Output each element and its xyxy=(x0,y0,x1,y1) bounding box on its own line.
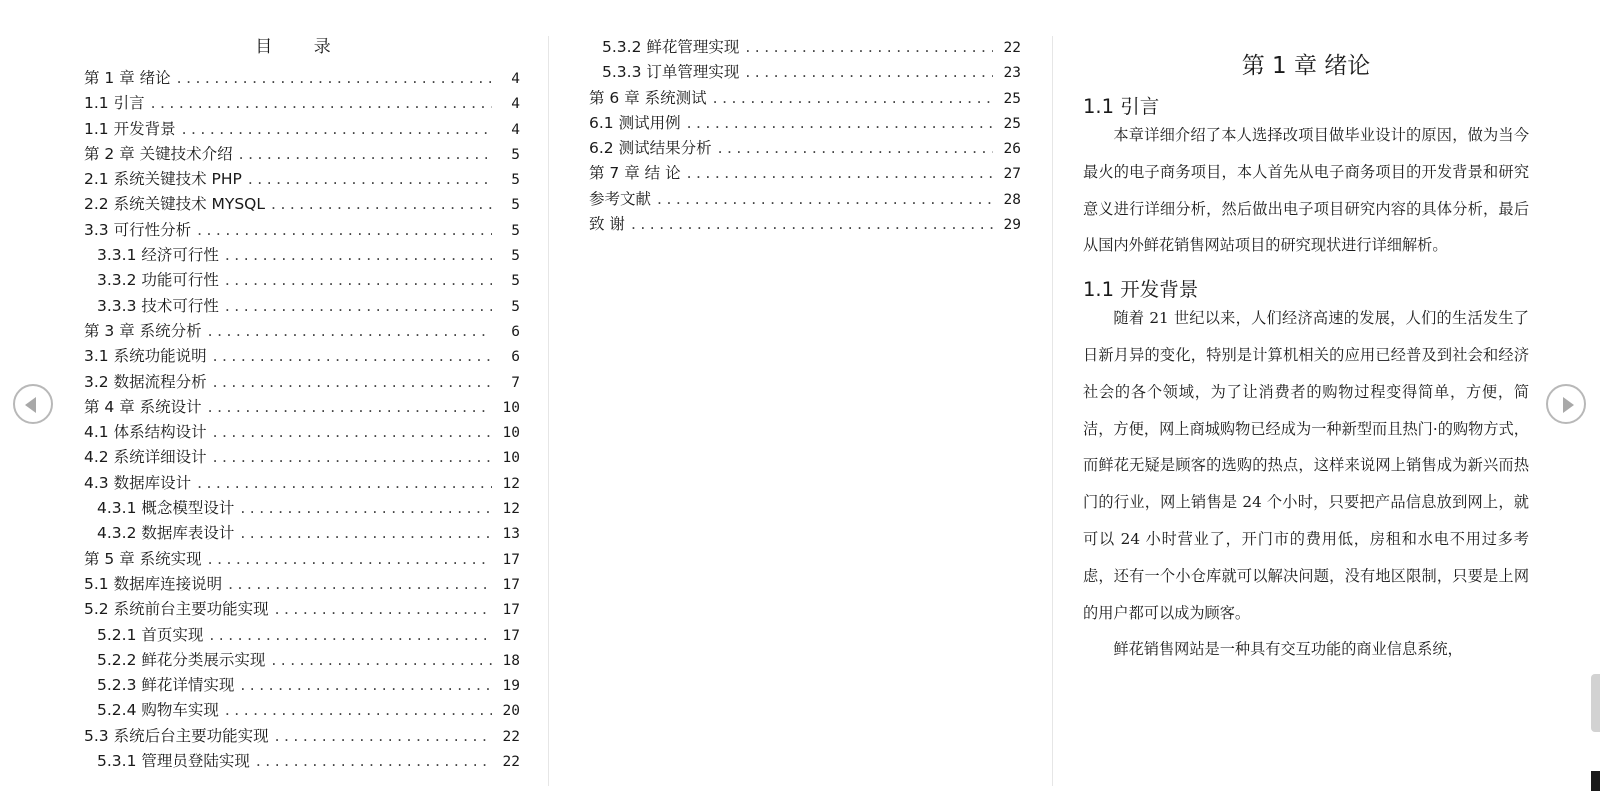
toc-entry-title: 3.3.2 功能可行性 xyxy=(97,271,219,290)
section-paragraph: 本章详细介绍了本人选择改项目做毕业设计的原因，做为当今最火的电子商务项目，本人首先从电子商务项目的开发背景和研究意义进行详细分析，然后做出电子项目研究内容的具体分析，最后从国内外鲜花销售网站项目的研究现状进行详细解析。 xyxy=(1083,126,1529,255)
toc-page-number: 27 xyxy=(1003,166,1021,183)
toc-entry[interactable] xyxy=(589,136,1021,161)
toc-page-number: 17 xyxy=(502,627,520,644)
toc-dot-leader xyxy=(657,187,993,212)
toc-page-number: 12 xyxy=(502,475,520,492)
toc-page-number: 17 xyxy=(502,576,520,593)
toc-entry[interactable] xyxy=(84,471,520,496)
toc-entry[interactable] xyxy=(84,344,520,369)
toc-entry-title: 第 2 章 关键技术介绍 xyxy=(84,144,233,163)
toc-page-number: 6 xyxy=(511,323,520,340)
toc-entry-title: 2.2 系统关键技术 MYSQL xyxy=(84,195,266,214)
toc-entry-title: 5.3.3 订单管理实现 xyxy=(602,63,740,82)
toc-page-number: 23 xyxy=(1003,65,1021,82)
toc-page-number: 25 xyxy=(1003,90,1021,107)
toc-entry-title: 第 5 章 系统实现 xyxy=(84,549,202,568)
toc-entry[interactable] xyxy=(84,648,520,673)
toc-page-number: 19 xyxy=(502,678,520,695)
toc-page-number: 12 xyxy=(502,501,520,518)
toc-entry[interactable] xyxy=(84,724,520,749)
toc-dot-leader xyxy=(275,724,492,749)
toc-entry[interactable] xyxy=(84,445,520,470)
toc-list xyxy=(589,35,1021,237)
toc-entry[interactable] xyxy=(589,86,1021,111)
toc-page-number: 4 xyxy=(511,71,520,87)
toc-list xyxy=(84,66,520,774)
toc-entry[interactable] xyxy=(84,496,520,521)
toc-entry-title: 4.3 数据库设计 xyxy=(84,473,192,492)
scroll-handle[interactable] xyxy=(1591,674,1600,732)
toc-page-number: 18 xyxy=(502,652,520,669)
toc-page-number: 20 xyxy=(502,703,520,720)
toc-entry[interactable] xyxy=(84,117,520,142)
toc-entry-title: 4.2 系统详细设计 xyxy=(84,448,207,467)
chevron-left-icon xyxy=(25,397,36,413)
toc-page-number: 5 xyxy=(511,248,520,265)
toc-page-number: 17 xyxy=(502,602,520,619)
toc-page-number: 5 xyxy=(511,222,520,239)
toc-dot-leader xyxy=(275,597,492,622)
toc-page-2 xyxy=(589,35,1021,237)
toc-entry-title: 第 3 章 系统分析 xyxy=(84,321,202,340)
next-page-button[interactable] xyxy=(1546,384,1586,424)
toc-entry[interactable] xyxy=(84,673,520,698)
toc-dot-leader xyxy=(248,167,492,192)
toc-dot-leader xyxy=(213,370,492,395)
corner-marker xyxy=(1591,771,1600,791)
toc-page-number: 7 xyxy=(511,374,520,391)
toc-dot-leader xyxy=(718,136,993,161)
toc-entry[interactable] xyxy=(589,161,1021,186)
toc-entry-title: 6.1 测试用例 xyxy=(589,113,681,132)
toc-page-number: 5 xyxy=(511,146,520,163)
toc-page-number: 10 xyxy=(502,425,520,442)
toc-page-number: 4 xyxy=(511,121,520,138)
toc-entry-title: 3.3.1 经济可行性 xyxy=(97,246,219,265)
toc-entry-title: 5.2 系统前台主要功能实现 xyxy=(84,600,269,619)
toc-entry-title: 参考文献 xyxy=(589,189,652,208)
toc-entry-title: 5.1 数据库连接说明 xyxy=(84,574,223,593)
toc-entry[interactable] xyxy=(84,319,520,344)
toc-entry-title: 致 谢 xyxy=(589,215,625,234)
toc-entry-title: 5.2.2 鲜花分类展示实现 xyxy=(97,650,266,669)
toc-page-number: 26 xyxy=(1003,141,1021,158)
toc-title: 目 录 xyxy=(255,37,349,57)
toc-entry[interactable] xyxy=(589,60,1021,85)
toc-entry[interactable] xyxy=(84,167,520,192)
toc-dot-leader xyxy=(745,60,993,85)
toc-entry[interactable] xyxy=(84,218,520,243)
toc-entry[interactable] xyxy=(84,395,520,420)
page-divider xyxy=(1052,36,1053,786)
toc-entry[interactable] xyxy=(84,370,520,395)
toc-entry-title: 4.3.2 数据库表设计 xyxy=(97,524,235,543)
toc-entry[interactable] xyxy=(589,35,1021,60)
toc-dot-leader xyxy=(209,623,492,648)
toc-dot-leader xyxy=(208,547,492,572)
toc-page-number: 22 xyxy=(502,728,520,745)
toc-dot-leader xyxy=(182,117,492,142)
toc-dot-leader xyxy=(228,572,492,597)
toc-dot-leader xyxy=(225,268,492,293)
toc-dot-leader xyxy=(225,243,492,268)
toc-page-number: 5 xyxy=(511,197,520,214)
toc-dot-leader xyxy=(271,648,492,673)
toc-entry[interactable] xyxy=(84,521,520,546)
chapter-title: 第 1 章 绪论 xyxy=(1241,53,1371,79)
chevron-right-icon xyxy=(1563,397,1574,413)
toc-dot-leader xyxy=(197,218,492,243)
toc-entry[interactable] xyxy=(589,111,1021,136)
toc-dot-leader xyxy=(240,673,492,698)
toc-page-number: 25 xyxy=(1003,115,1021,132)
toc-dot-leader xyxy=(240,496,492,521)
toc-entry[interactable] xyxy=(84,66,520,91)
toc-entry-title: 6.2 测试结果分析 xyxy=(589,139,712,158)
toc-page-number: 4 xyxy=(511,96,520,113)
toc-page-number: 5 xyxy=(511,273,520,290)
toc-entry[interactable] xyxy=(84,623,520,648)
chapter-page xyxy=(1083,0,1529,668)
toc-entry-title: 5.3.2 鲜花管理实现 xyxy=(602,38,740,56)
section-heading-intro: 1.1 引言 xyxy=(1083,95,1160,118)
toc-dot-leader xyxy=(225,698,492,723)
toc-page-number: 10 xyxy=(502,450,520,467)
toc-dot-leader xyxy=(239,142,492,167)
toc-entry-title: 4.1 体系结构设计 xyxy=(84,423,207,442)
toc-entry-title: 5.2.1 首页实现 xyxy=(97,625,204,644)
section-paragraph: 鲜花销售网站是一种具有交互功能的商业信息系统， xyxy=(1113,640,1463,659)
toc-page-number: 28 xyxy=(1003,191,1021,208)
toc-page-1 xyxy=(84,0,520,774)
toc-entry-title: 第 6 章 系统测试 xyxy=(589,88,707,107)
toc-dot-leader xyxy=(213,420,492,445)
toc-entry[interactable] xyxy=(84,572,520,597)
toc-entry-title: 第 1 章 绪论 xyxy=(84,69,171,87)
toc-entry[interactable] xyxy=(84,91,520,116)
toc-entry[interactable] xyxy=(84,243,520,268)
toc-entry-title: 5.3 系统后台主要功能实现 xyxy=(84,726,269,745)
toc-dot-leader xyxy=(271,192,492,217)
toc-page-number: 29 xyxy=(1003,217,1021,234)
toc-page-number: 17 xyxy=(502,551,520,568)
toc-entry-title: 5.3.1 管理员登陆实现 xyxy=(97,752,250,771)
toc-entry-title: 4.3.1 概念模型设计 xyxy=(97,499,235,518)
toc-page-number: 5 xyxy=(511,298,520,315)
toc-entry-title: 第 7 章 结 论 xyxy=(589,164,681,183)
toc-page-number: 10 xyxy=(502,399,520,416)
toc-dot-leader xyxy=(687,161,993,186)
toc-entry[interactable] xyxy=(589,187,1021,212)
toc-entry-title: 3.1 系统功能说明 xyxy=(84,347,207,366)
toc-entry[interactable] xyxy=(84,268,520,293)
toc-entry-title: 3.3 可行性分析 xyxy=(84,220,192,239)
toc-dot-leader xyxy=(208,395,492,420)
toc-entry[interactable] xyxy=(84,294,520,319)
section-paragraph: 随着 21 世纪以来，人们经济高速的发展，人们的生活发生了日新月异的变化，特别是计算机相关的应用已经普及到社会和经济社会的各个领域，为了让消费者的购物过程变得简单，方便，简洁，方便，网上商城购物已经成为一种新型而且热门·的购物方式，而鲜花无疑是顾客的选购的热点，这样来说网上销售成为新兴而热门的行业，网上销售是 24 个小时，只要把产品信息放到网上，就可以 24 小时营业了，开门市的费用低，房租和水电不用过多考虑，还有一个小仓库就可以解决问题，没有地区限制，只要是上网的用户都可以成为顾客。 xyxy=(1083,309,1529,622)
toc-entry[interactable] xyxy=(84,547,520,572)
toc-page-number: 5 xyxy=(511,172,520,189)
toc-page-number: 6 xyxy=(511,349,520,366)
toc-entry[interactable] xyxy=(84,597,520,622)
prev-page-button[interactable] xyxy=(13,384,53,424)
toc-dot-leader xyxy=(177,66,492,91)
toc-dot-leader xyxy=(256,749,492,774)
toc-entry-title: 3.2 数据流程分析 xyxy=(84,372,207,391)
toc-dot-leader xyxy=(213,445,492,470)
toc-dot-leader xyxy=(213,344,492,369)
toc-page-number: 22 xyxy=(502,754,520,771)
toc-dot-leader xyxy=(631,212,993,237)
toc-dot-leader xyxy=(687,111,993,136)
toc-entry[interactable] xyxy=(84,142,520,167)
toc-dot-leader xyxy=(240,521,492,546)
toc-entry-title: 1.1 引言 xyxy=(84,94,145,113)
toc-dot-leader xyxy=(225,294,492,319)
toc-entry-title: 5.2.3 鲜花详情实现 xyxy=(97,676,235,695)
toc-entry[interactable] xyxy=(84,192,520,217)
toc-dot-leader xyxy=(713,86,993,111)
toc-entry-title: 2.1 系统关键技术 PHP xyxy=(84,170,242,189)
toc-dot-leader xyxy=(197,471,492,496)
toc-dot-leader xyxy=(151,91,492,116)
toc-entry[interactable] xyxy=(84,420,520,445)
toc-entry[interactable] xyxy=(589,212,1021,237)
toc-dot-leader xyxy=(208,319,492,344)
page-divider xyxy=(548,36,549,786)
toc-entry-title: 3.3.3 技术可行性 xyxy=(97,296,219,315)
toc-page-number: 13 xyxy=(502,526,520,543)
toc-entry[interactable] xyxy=(84,698,520,723)
toc-entry[interactable] xyxy=(84,749,520,774)
toc-entry-title: 第 4 章 系统设计 xyxy=(84,397,202,416)
section-heading-background: 1.1 开发背景 xyxy=(1083,278,1199,302)
toc-page-number: 22 xyxy=(1003,40,1021,56)
toc-dot-leader xyxy=(745,35,993,60)
toc-entry-title: 5.2.4 购物车实现 xyxy=(97,701,219,720)
toc-entry-title: 1.1 开发背景 xyxy=(84,119,176,138)
